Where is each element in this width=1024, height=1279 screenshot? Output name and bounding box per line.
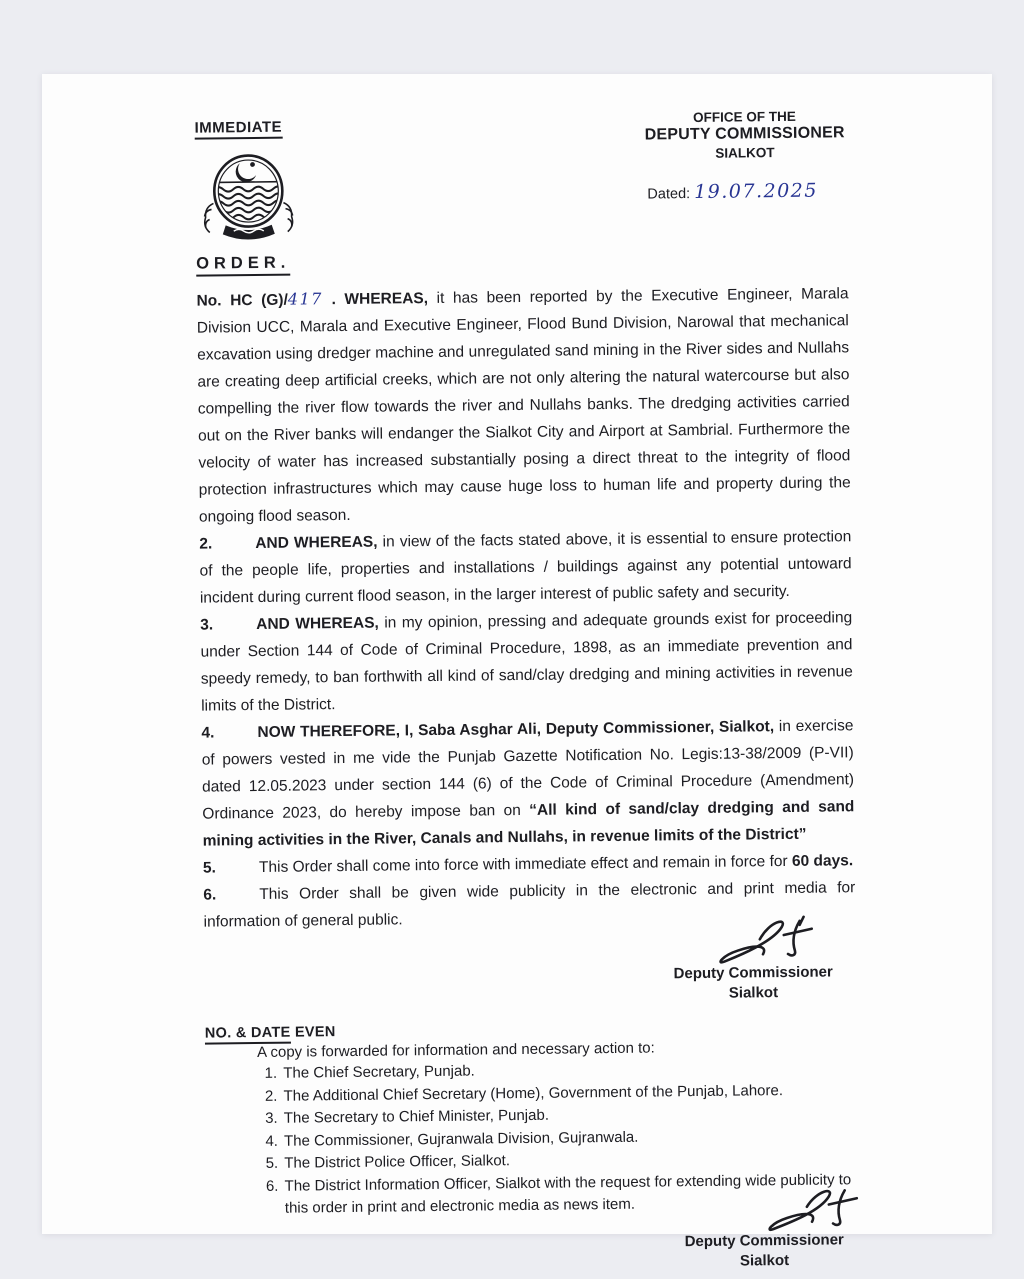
signatory-title: Deputy Commissioner [673,963,833,983]
paragraph-6-number: 6. [203,886,217,904]
ref-label: No. HC (G)/ [196,291,288,310]
order-heading: ORDER. [196,254,290,277]
paragraph-2-text: in view of the facts stated above, it is essential to ensure protection of the people life, properties and installations / buildings against any potential untoward incident during current flood season, in the larger interest of public safety and security. [199,528,852,607]
recipient-item: 1. The Chief Secretary, Punjab. [281,1056,857,1085]
endorsement-section [205,1018,860,1277]
signatory-title: Deputy Commissioner [684,1230,844,1250]
crescent-star-icon [236,162,257,182]
copy-forwarded-line: A copy is forwarded for information and necessary action to: [256,1039,655,1062]
office-line-1: OFFICE OF THE [693,108,796,126]
header-right [644,108,848,271]
paragraph-1-lead: WHEREAS, [344,290,429,308]
paragraph-6-text: This Order shall be given wide publicity in the electronic and print media for information of general public. [203,879,856,931]
paragraph-5-number: 5. [202,859,217,877]
recipient-item: 2. The Additional Chief Secretary (Home), Government of the Punjab, Lahore. [281,1079,857,1108]
paragraph-3 [200,604,853,719]
dated-line [645,179,845,203]
signatory-station: Sialkot [728,984,779,1002]
document-header [194,108,848,276]
paragraph-1 [196,279,851,530]
handwritten-ref-number: 417 [287,289,323,309]
endorsement-ref-underlined: NO. & DATE [205,1025,291,1045]
endorsement-ref-rest: EVEN [294,1024,336,1041]
paragraph-3-number: 3. [200,616,214,634]
paragraph-2-lead: AND WHEREAS, [255,533,378,552]
office-line-2: DEPUTY COMMISSIONER [644,124,845,144]
paragraph-4 [201,712,854,854]
paragraph-4-lead: NOW THEREFORE, I, Saba Asghar Ali, Deputy Commissioner, Sialkot, [257,718,775,741]
document-page [42,74,992,1270]
ref-sep: . [331,291,336,309]
paragraph-2 [199,523,852,611]
recipient-item: 5. The District Police Officer, Sialkot. [282,1146,858,1175]
header-left [194,118,308,276]
paragraph-1-text: it has been reported by the Executive Engineer, Marala Division UCC, Marala and Executive Engineer, Flood Bund Division, Narowal that mechanical excavation using dredger machine and unregulated sand mining in the River sides and Nullahs are creating deep artificial creeks, which are not only altering the natural watercourse but also compelling the river flow towards the river and Nullahs banks. The dredging activities carried out on the River banks will endanger the Sialkot City and Airport at Sambrial. Furthermore the velocity of water has increased substantially posing a direct threat to the integrity of flood protection infrastructures which may cause huge loss to human life and property during the ongoing flood season. [196,285,851,526]
paragraph-2-number: 2. [199,535,213,553]
document-content [42,69,1006,1279]
immediate-label: IMMEDIATE [194,119,282,140]
paragraph-5-bold-tail: 60 days. [791,852,854,870]
recipient-item: 3. The Secretary to Chief Minister, Punjab. [282,1101,858,1130]
paragraph-5-text: This Order shall come into force with immediate effect and remain in force for [258,852,788,876]
recipient-item: 4. The Commissioner, Gujranwala Division, Gujranwala. [282,1124,858,1153]
punjab-government-crest-logo [189,146,308,252]
handwritten-date: 19.07.2025 [694,179,819,203]
signatory-station: Sialkot [739,1251,790,1270]
recipient-item: 6. The District Information Officer, Sialkot with the request for extending wide publicity to this order in print and electronic media as news item. [282,1169,858,1221]
signature-block-main [638,912,869,1005]
paragraph-3-text: in my opinion, pressing and adequate grounds exist for proceeding under Section 144 of Code of Criminal Procedure, 1898, as an immediate prevention and speedy remedy, to ban forthwith all kind of sand/clay dredging and mining activities in revenue limits of the District. [200,609,853,715]
paragraph-4-number: 4. [201,724,215,742]
paragraph-4-quote: “All kind of sand/clay dredging and sand mining activities in the River, Canals and Nullahs, in revenue limits of the District” [202,798,855,850]
order-body [196,279,855,935]
signature-block-endorsement [649,1183,880,1272]
office-line-3: SIALKOT [715,145,775,161]
paragraph-4-text: in exercise of powers vested in me vide the Punjab Gazette Notification No. Legis:13-38/2009 (P-VII) dated 12.05.2023 under section 144 (6) of the Code of Criminal Procedure (Amendment) Ordinance 2023, do hereby impose ban on [201,717,855,823]
dated-label: Dated: [647,186,691,203]
paragraph-3-lead: AND WHEREAS, [256,614,379,633]
